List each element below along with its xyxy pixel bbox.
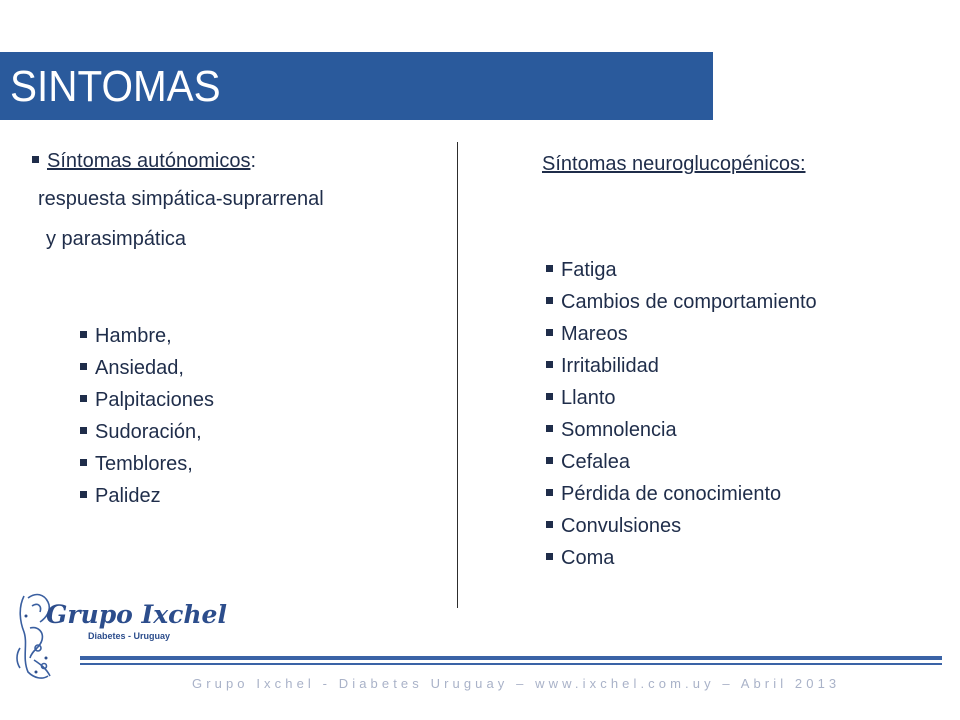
bullet-square-icon	[80, 395, 87, 402]
footer-rule-thin	[80, 663, 942, 665]
neuroglycopenic-symptom-list	[546, 254, 817, 574]
bullet-square-icon	[80, 491, 87, 498]
list-item: Llanto	[546, 382, 817, 414]
bullet-square-icon	[546, 457, 553, 464]
bullet-square-icon	[80, 459, 87, 466]
list-item: Pérdida de conocimiento	[546, 478, 817, 510]
bullet-square-icon	[546, 553, 553, 560]
bullet-square-icon	[80, 427, 87, 434]
bullet-square-icon	[546, 425, 553, 432]
bullet-square-icon	[546, 361, 553, 368]
list-item: Ansiedad,	[80, 352, 214, 384]
bullet-square-icon	[546, 393, 553, 400]
footer-text: Grupo Ixchel - Diabetes Uruguay – www.ixchel.com.uy – Abril 2013	[192, 676, 841, 691]
list-item: Coma	[546, 542, 817, 574]
slide-title: SINTOMAS	[10, 62, 221, 111]
list-item: Convulsiones	[546, 510, 817, 542]
autonomic-subtitle-line1: respuesta simpática-suprarrenal	[38, 188, 324, 210]
neuroglycopenic-heading: Síntomas neuroglucopénicos:	[542, 153, 806, 175]
bullet-square-icon	[546, 521, 553, 528]
list-item: Palpitaciones	[80, 384, 214, 416]
bullet-square-icon	[546, 297, 553, 304]
list-item: Mareos	[546, 318, 817, 350]
bullet-square-icon	[546, 265, 553, 272]
autonomic-subtitle-line2: y parasimpática	[46, 228, 187, 250]
bullet-square-icon	[80, 331, 87, 338]
autonomic-heading-colon: :	[250, 150, 256, 172]
list-item: Fatiga	[546, 254, 817, 286]
bullet-square-icon	[546, 489, 553, 496]
list-item: Cambios de comportamiento	[546, 286, 817, 318]
list-item: Sudoración,	[80, 416, 214, 448]
list-item: Hambre,	[80, 320, 214, 352]
footer-rule-thick	[80, 656, 942, 660]
list-item: Somnolencia	[546, 414, 817, 446]
autonomic-symptom-list	[80, 320, 214, 512]
list-item: Irritabilidad	[546, 350, 817, 382]
column-divider	[457, 142, 458, 608]
logo-subtitle: Diabetes - Uruguay	[88, 631, 171, 641]
autonomic-heading	[32, 150, 256, 173]
bullet-square-icon	[80, 363, 87, 370]
list-item: Cefalea	[546, 446, 817, 478]
logo-name: Grupo Ixchel	[46, 600, 227, 629]
bullet-square-icon	[32, 156, 39, 163]
list-item: Temblores,	[80, 448, 214, 480]
list-item: Palidez	[80, 480, 214, 512]
autonomic-heading-text: Síntomas autónomicos	[47, 150, 251, 172]
bullet-square-icon	[546, 329, 553, 336]
